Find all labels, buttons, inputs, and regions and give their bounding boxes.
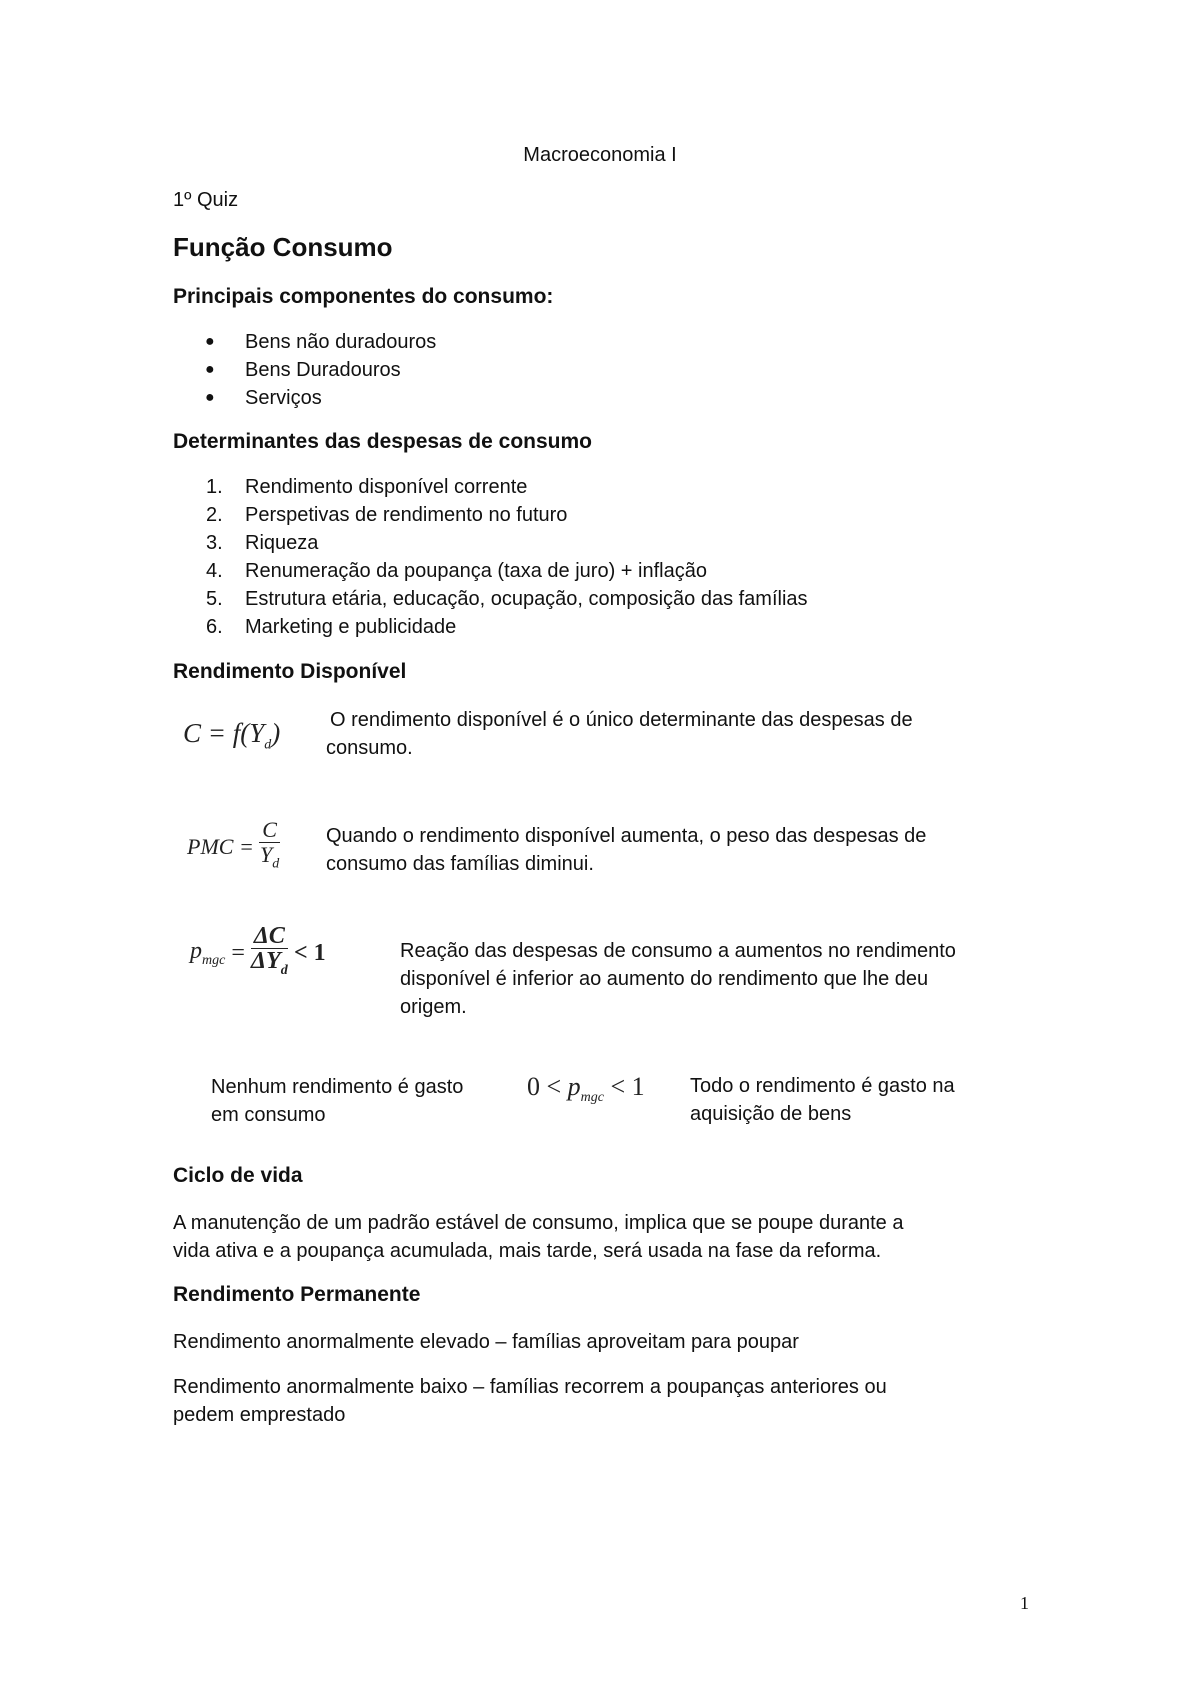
formula2-text-line2: consumo das famílias diminui. [326,853,594,875]
bullet-icon: ● [205,333,215,350]
list-item: 3. Riqueza [206,532,319,554]
page-number: 1 [1020,1593,1029,1613]
range-right-line2: aquisição de bens [690,1103,852,1125]
permanent-income-para2-line2: pedem emprestado [173,1404,346,1426]
formula2-text-line1: Quando o rendimento disponível aumenta, o peso das despesas de [326,825,927,847]
pmc-formula: PMC = $\frac{C}{Y_d}$ [187,817,280,872]
life-cycle-heading: Ciclo de vida [173,1164,303,1187]
formula1-text-line2: consumo. [326,737,413,759]
document-title: Macroeconomia I [523,144,677,166]
determinants-heading: Determinantes das despesas de consumo [173,430,592,453]
bullet-icon: ● [205,389,215,406]
permanent-income-para1: Rendimento anormalmente elevado – famílias aproveitam para poupar [173,1331,799,1353]
mpc-range-formula: $0 < p_{mgc} < 1$ [527,1072,645,1106]
list-item: 1. Rendimento disponível corrente [206,476,528,498]
formula3-text-line2: disponível é inferior ao aumento do rendimento que lhe deu [400,968,929,990]
consumption-function-formula: $C = f(Y_d)$ [183,718,281,753]
permanent-income-para2-line1: Rendimento anormalmente baixo – famílias recorrem a poupanças anteriores ou [173,1376,887,1398]
components-list [0,328,1200,412]
section-title: Função Consumo [173,232,393,262]
components-heading: Principais componentes do consumo: [173,285,554,308]
bullet-icon: ● [205,361,215,378]
list-item: ● Serviços [0,384,1200,412]
list-item: ● Bens Duradouros [0,356,1200,384]
formula3-text-line1: Reação das despesas de consumo a aumentos no rendimento [400,940,956,962]
list-item: 5. Estrutura etária, educação, ocupação, composição das famílias [206,588,808,610]
formula3-text-line3: origem. [400,996,467,1018]
range-left-line2: em consumo [211,1104,326,1126]
list-item: 6. Marketing e publicidade [206,616,457,638]
permanent-income-heading: Rendimento Permanente [173,1283,421,1306]
list-item: 2. Perspetivas de rendimento no futuro [206,504,568,526]
disposable-income-heading: Rendimento Disponível [173,660,407,683]
formula1-text-line1: O rendimento disponível é o único determinante das despesas de [330,709,913,731]
quiz-label: 1º Quiz [173,189,239,211]
range-left-line1: Nenhum rendimento é gasto [211,1076,464,1098]
list-item: 4. Renumeração da poupança (taxa de juro) + inflação [206,560,707,582]
determinants-list [0,473,1200,641]
life-cycle-line2: vida ativa e a poupança acumulada, mais tarde, será usada na fase da reforma. [173,1240,882,1262]
list-item: ● Bens não duradouros [0,328,1200,356]
mpc-formula: $p_{mgc}$ = $\frac{\Delta C}{\Delta Y_d}$ < 1 [190,923,326,978]
range-right-line1: Todo o rendimento é gasto na [690,1075,955,1097]
life-cycle-line1: A manutenção de um padrão estável de consumo, implica que se poupe durante a [173,1212,904,1234]
